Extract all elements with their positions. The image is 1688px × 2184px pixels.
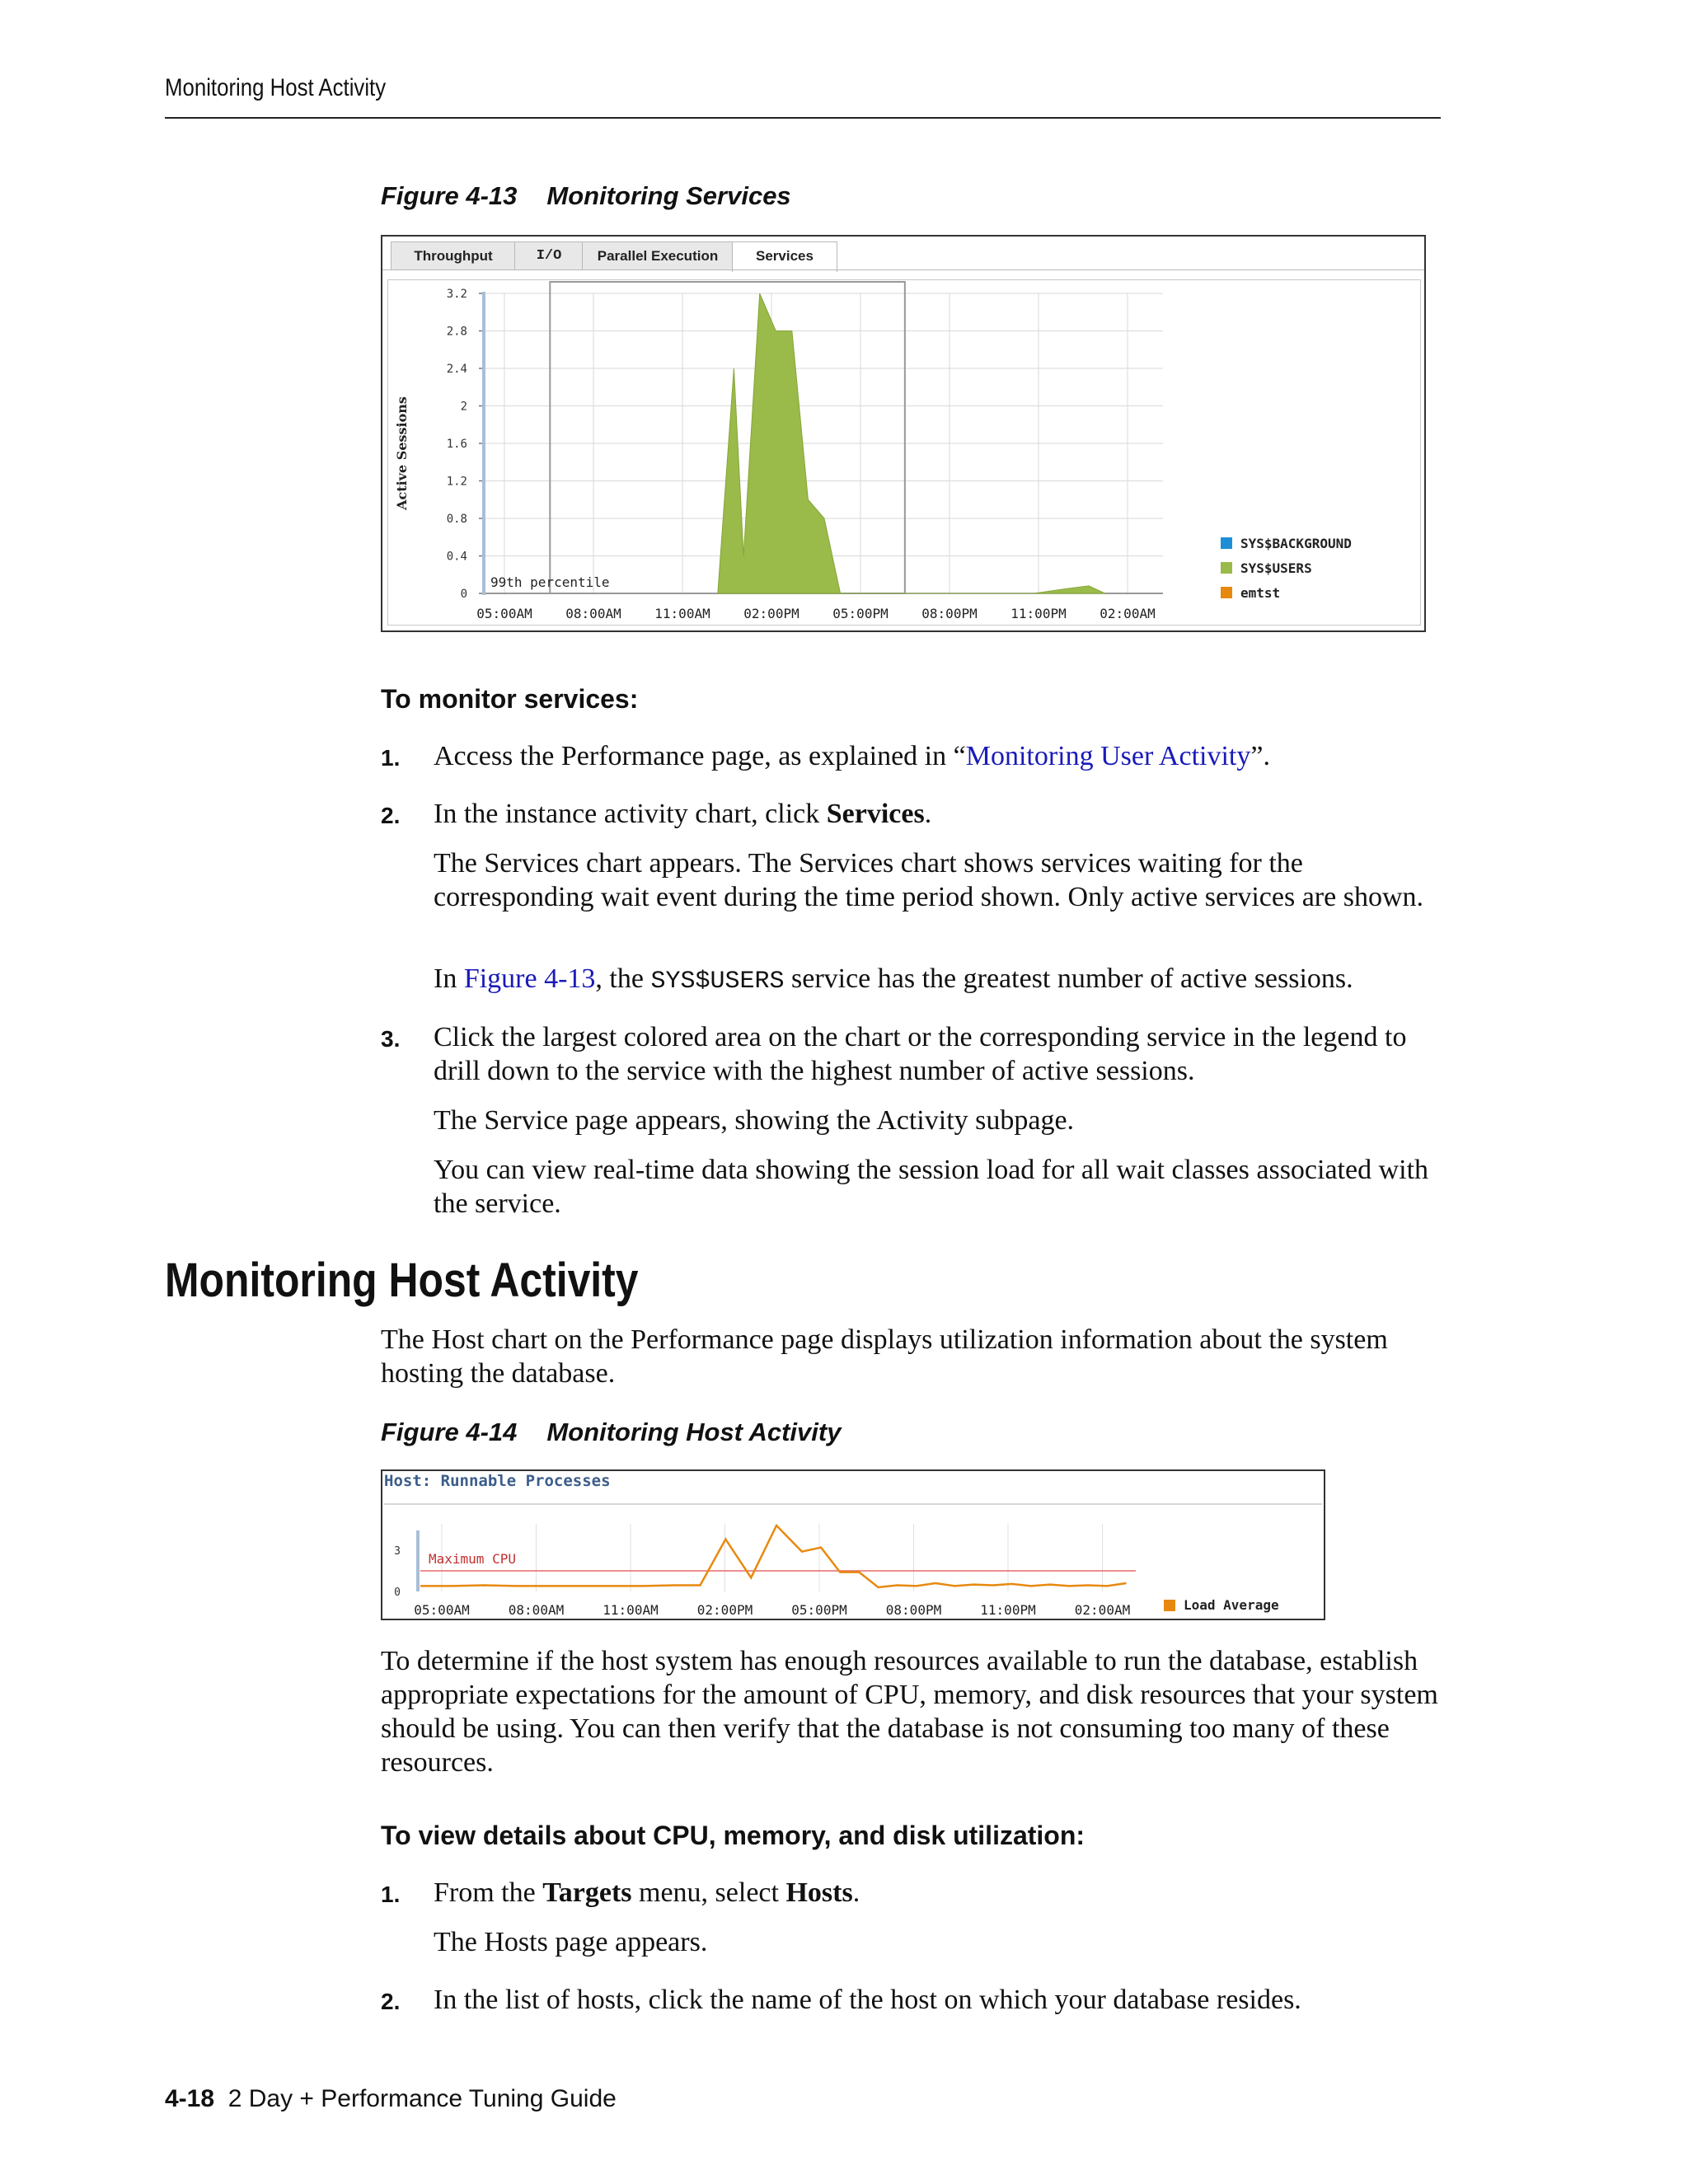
y-tick-label: 2.8 [446, 325, 467, 339]
step-3-text: Click the largest colored area on the chart or the corresponding service in the legend to drill down to the service with the highest number of active sessions. [434, 1022, 1407, 1086]
x-tick-label: 05:00AM [414, 1602, 470, 1618]
procedure-heading-services: To monitor services: [381, 684, 639, 714]
services-y-axis-label: Active Sessions [394, 396, 410, 510]
maximum-cpu-label: Maximum CPU [429, 1551, 516, 1567]
section-title: Monitoring Host Activity [165, 1254, 639, 1307]
legend-label: SYS$BACKGROUND [1240, 536, 1352, 551]
x-tick-label: 02:00AM [1074, 1602, 1131, 1618]
x-tick-label: 05:00AM [476, 606, 532, 621]
x-tick-label: 11:00PM [980, 1602, 1036, 1618]
y-tick-label: 0.8 [446, 513, 467, 526]
y-tick-label: 1.2 [446, 475, 467, 489]
x-tick-label: 11:00PM [1010, 606, 1067, 621]
step-number: 2. [381, 1989, 401, 2014]
step-number: 3. [381, 1026, 401, 1052]
tab-services[interactable]: Services [732, 241, 837, 272]
figure-14-caption [381, 1418, 841, 1447]
legend-label: SYS$USERS [1240, 560, 1312, 576]
step-number: 1. [381, 1882, 401, 1907]
percentile-annotation: 99th percentile [490, 574, 610, 590]
section-intro: The Host chart on the Performance page displays utilization information about the system hosting the database. [381, 1324, 1388, 1389]
x-tick-label: 05:00PM [791, 1602, 847, 1618]
x-tick-label: 08:00AM [508, 1602, 565, 1618]
step-1-prefix: Access the Performance page, as explained in “ [434, 741, 966, 771]
x-tick-label: 02:00PM [743, 606, 799, 621]
step-1-text [434, 739, 1447, 773]
figure-13-caption [381, 181, 791, 211]
x-tick-label: 11:00AM [603, 1602, 659, 1618]
tab-parallel-execution[interactable]: Parallel Execution [582, 241, 734, 270]
y-tick-label: 2 [460, 400, 467, 414]
step-2-text: In the list of hosts, click the name of the host on which your database resides. [434, 1985, 1301, 2015]
y-axis-bar [416, 1530, 420, 1591]
x-tick-label: 11:00AM [654, 606, 710, 621]
y-tick-label: 0.4 [446, 550, 467, 564]
running-header: Monitoring Host Activity [165, 74, 387, 101]
x-tick-label: 08:00PM [921, 606, 978, 621]
legend-label: emtst [1240, 585, 1281, 601]
para-prefix: In [434, 963, 464, 994]
services-term: Services [826, 799, 925, 829]
legend-swatch [1221, 587, 1232, 598]
tab-io[interactable]: I/O [514, 241, 584, 270]
monitoring-user-activity-link[interactable]: Monitoring User Activity [965, 741, 1251, 771]
services-area-chart [388, 280, 1420, 625]
step-3-para-2: You can view real-time data showing the session load for all wait classes associated with the service. [434, 1155, 1429, 1219]
legend-label: Load Average [1184, 1597, 1279, 1613]
services-plot-area [387, 279, 1421, 626]
x-tick-label: 08:00AM [565, 606, 621, 621]
y-axis-bar [482, 292, 485, 595]
header-rule [165, 117, 1441, 119]
services-chart-screenshot [381, 235, 1426, 632]
y-tick-label: 0 [394, 1586, 401, 1599]
step-3-para-1: The Service page appears, showing the Activity subpage. [434, 1105, 1075, 1136]
legend-swatch [1164, 1600, 1175, 1611]
figure-4-13-link[interactable]: Figure 4-13 [463, 963, 596, 994]
procedure-heading-host: To view details about CPU, memory, and disk utilization: [381, 1821, 1085, 1850]
step-number: 1. [381, 745, 401, 771]
x-tick-label: 02:00PM [696, 1602, 753, 1618]
y-tick-label: 3 [394, 1545, 401, 1558]
page-number: 4-18 [165, 2085, 215, 2112]
host-line-chart [382, 1471, 1324, 1619]
step-number: 2. [381, 803, 401, 828]
step-2-prefix: In the instance activity chart, click [434, 799, 827, 829]
book-title: 2 Day + Performance Tuning Guide [227, 2085, 617, 2112]
step-2-para-2 [434, 962, 1447, 999]
para-mid: , the [595, 963, 651, 994]
x-tick-label: 08:00PM [885, 1602, 942, 1618]
y-tick-label: 1.6 [446, 438, 467, 451]
hosts-term: Hosts [785, 1877, 853, 1908]
step-prefix: From the [434, 1877, 543, 1908]
figure-14-number: Figure 4-14 [381, 1418, 518, 1446]
figure-13-title: Monitoring Services [546, 181, 791, 210]
step-2-text [434, 797, 1447, 831]
x-tick-label: 05:00PM [832, 606, 889, 621]
step-2-para-1: The Services chart appears. The Services chart shows services waiting for the corresponding wait event during the time period shown. Only active services are shown. [434, 848, 1424, 912]
page-footer [165, 2085, 617, 2113]
host-chart-title: Host: Runnable Processes [384, 1472, 611, 1490]
step-1-suffix: ”. [1250, 741, 1270, 771]
load-average-line [420, 1526, 1126, 1587]
legend-swatch [1221, 537, 1232, 549]
y-tick-label: 3.2 [446, 288, 467, 301]
host-chart-screenshot [381, 1469, 1325, 1620]
step-2-suffix: . [924, 799, 932, 829]
sys-users-code: SYS$USERS [650, 968, 785, 996]
step-mid: menu, select [631, 1877, 786, 1908]
targets-term: Targets [542, 1877, 632, 1908]
tab-throughput[interactable]: Throughput [391, 241, 516, 270]
x-tick-label: 02:00AM [1100, 606, 1156, 621]
step-suffix: . [852, 1877, 860, 1908]
step-1-text [434, 1876, 1447, 1910]
step-1-para: The Hosts page appears. [434, 1927, 708, 1957]
tab-underline [382, 269, 1424, 270]
y-tick-label: 0 [460, 588, 467, 601]
figure-14-title: Monitoring Host Activity [546, 1418, 842, 1446]
para-suffix: service has the greatest number of active sessions. [784, 963, 1353, 994]
y-tick-label: 2.4 [446, 363, 467, 376]
figure-13-number: Figure 4-13 [381, 181, 518, 210]
body-paragraph: To determine if the host system has enough resources available to run the database, establish appropriate expectations for the amount of CPU, memory, and disk resources that your system should be using. You can then verify that the database is not consuming too many of these resources. [381, 1646, 1438, 1778]
legend-swatch [1221, 562, 1232, 574]
